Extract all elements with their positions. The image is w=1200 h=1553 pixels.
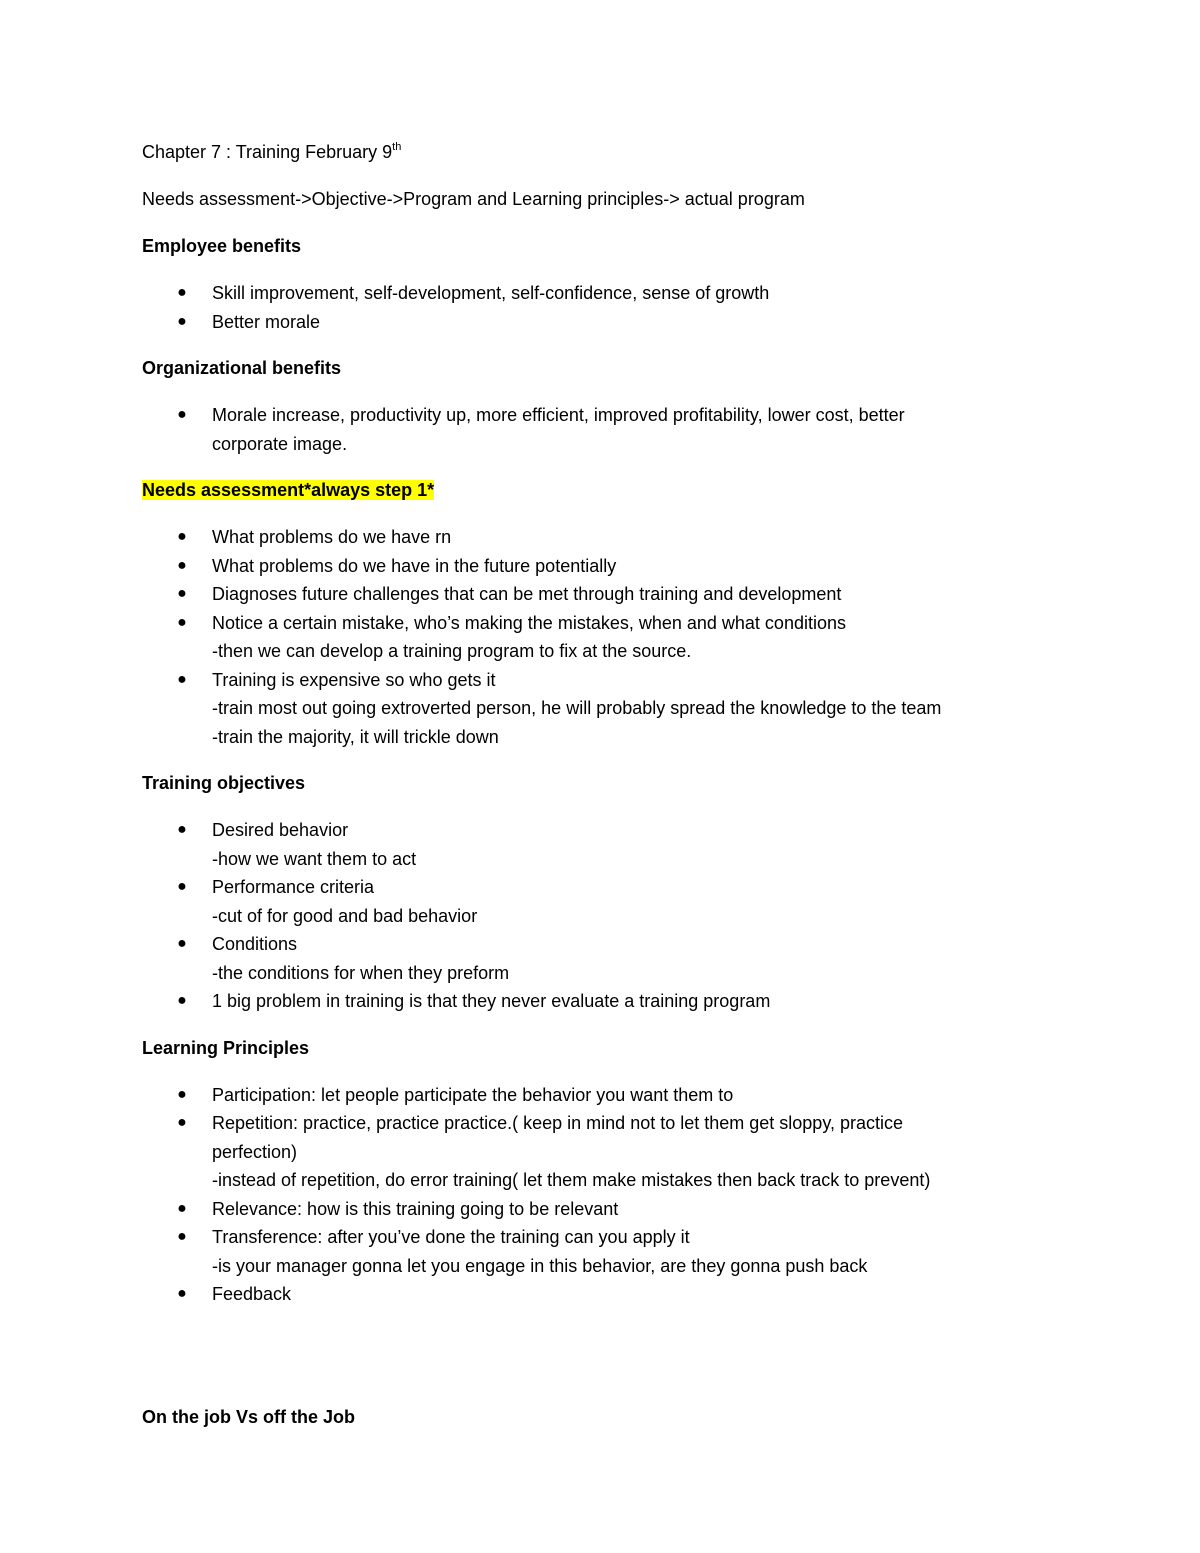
list-item-line: Repetition: practice, practice practice.( keep in mind not to let them get sloppy, practice xyxy=(212,1113,904,1133)
title-superscript: th xyxy=(392,141,402,153)
final-heading: On the job Vs off the Job xyxy=(142,1406,355,1427)
section-heading-text: Employee benefits xyxy=(142,236,302,256)
list-item-line: -train most out going extroverted person, he will probably spread the knowledge to the team xyxy=(212,698,942,718)
bullet-icon: ● xyxy=(177,821,187,838)
list-item-line: Conditions xyxy=(212,934,298,954)
list-item-line: -instead of repetition, do error training( let them make mistakes then back track to prevent) xyxy=(212,1170,931,1190)
section-heading-text: Organizational benefits xyxy=(142,358,342,378)
list-item-line: Morale increase, productivity up, more efficient, improved profitability, lower cost, better xyxy=(212,405,905,425)
list-item-line: Notice a certain mistake, who’s making the mistakes, when and what conditions xyxy=(212,612,846,633)
sections-container xyxy=(142,232,1042,1309)
list-item xyxy=(142,1109,1042,1195)
list-item-line: -train the majority, it will trickle down xyxy=(212,726,499,747)
list-item-line: -the conditions for when they preform xyxy=(212,962,510,983)
section-heading-text: Learning Principles xyxy=(142,1037,310,1058)
list-item-line: -cut of for good and bad behavior xyxy=(212,905,478,926)
bullet-icon: ● xyxy=(177,1114,187,1131)
list-item xyxy=(142,1195,1042,1224)
list-item-line: Skill improvement, self-development, self-confidence, sense of growth xyxy=(212,283,770,303)
section-heading xyxy=(142,354,1042,383)
list-item-line: Desired behavior xyxy=(212,820,349,840)
list-item-line: What problems do we have rn xyxy=(212,527,452,547)
bullet-list xyxy=(142,279,1042,336)
list-item xyxy=(142,666,1042,752)
list-item-line: Participation: let people participate the behavior you want them to xyxy=(212,1084,734,1105)
list-item xyxy=(142,552,1042,581)
list-item-line: Better morale xyxy=(212,311,321,332)
list-item xyxy=(142,609,1042,666)
list-item xyxy=(142,401,1042,458)
list-item-line: Diagnoses future challenges that can be met through training and development xyxy=(212,584,842,604)
bullet-icon: ● xyxy=(177,1199,187,1217)
list-item-line: Feedback xyxy=(212,1284,292,1304)
bullet-list xyxy=(142,816,1042,1016)
section-heading xyxy=(142,1034,1042,1063)
bullet-icon: ● xyxy=(177,1285,187,1302)
title-text: Chapter 7 : Training February 9 xyxy=(142,142,393,162)
bullet-icon: ● xyxy=(177,670,187,688)
bullet-icon: ● xyxy=(177,406,187,423)
bullet-icon: ● xyxy=(177,1085,187,1103)
bullet-icon: ● xyxy=(177,878,187,895)
section-heading xyxy=(142,232,1042,261)
list-item-line: corporate image. xyxy=(212,433,348,454)
list-item-line: -then we can develop a training program to fix at the source. xyxy=(212,641,692,661)
list-item-line: Performance criteria xyxy=(212,877,375,897)
bullet-icon: ● xyxy=(177,556,187,574)
bullet-icon: ● xyxy=(177,284,187,301)
section-heading xyxy=(142,476,1042,505)
list-item-line: -is your manager gonna let you engage in this behavior, are they gonna push back xyxy=(212,1255,868,1276)
document-page xyxy=(142,138,1042,1450)
list-item xyxy=(142,930,1042,987)
section-heading xyxy=(142,769,1042,798)
list-item-line: -how we want them to act xyxy=(212,848,417,869)
list-item xyxy=(142,1280,1042,1309)
bullet-icon: ● xyxy=(177,935,187,952)
section-heading-text: Needs assessment*always step 1* xyxy=(142,480,435,500)
list-item xyxy=(142,987,1042,1016)
list-item xyxy=(142,1081,1042,1110)
bullet-icon: ● xyxy=(177,312,187,330)
list-item xyxy=(142,873,1042,930)
list-item xyxy=(142,523,1042,552)
list-item-line: Transference: after you’ve done the training can you apply it xyxy=(212,1227,690,1247)
list-item xyxy=(142,308,1042,337)
bullet-icon: ● xyxy=(177,1228,187,1245)
bullet-list xyxy=(142,523,1042,751)
process-flow-line: Needs assessment->Objective->Program and Learning principles-> actual program xyxy=(142,189,805,209)
bullet-list xyxy=(142,401,1042,458)
bullet-icon: ● xyxy=(177,528,187,545)
section-heading-text: Training objectives xyxy=(142,773,306,793)
bullet-icon: ● xyxy=(177,585,187,602)
list-item-line: Relevance: how is this training going to be relevant xyxy=(212,1198,619,1219)
blank-space xyxy=(142,1327,1042,1403)
bullet-list xyxy=(142,1081,1042,1309)
list-item-line: Training is expensive so who gets it xyxy=(212,669,496,690)
list-item xyxy=(142,1223,1042,1280)
list-item-line: perfection) xyxy=(212,1141,298,1162)
list-item-line: 1 big problem in training is that they never evaluate a training program xyxy=(212,991,771,1011)
document-title xyxy=(142,138,1042,167)
bullet-icon: ● xyxy=(177,992,187,1009)
list-item xyxy=(142,279,1042,308)
list-item xyxy=(142,580,1042,609)
list-item-line: What problems do we have in the future potentially xyxy=(212,555,617,576)
bullet-icon: ● xyxy=(177,613,187,631)
list-item xyxy=(142,816,1042,873)
